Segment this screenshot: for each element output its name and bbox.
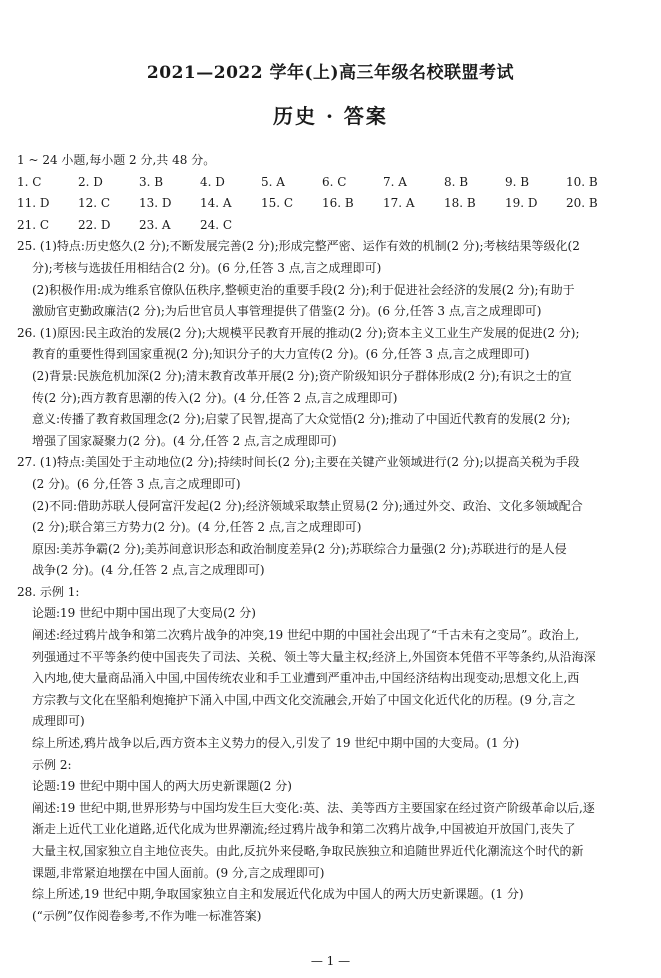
answer-item: 9. B xyxy=(505,174,530,189)
q28-ex2-line: 论题:19 世纪中期中国人的两大历史新课题(2 分) xyxy=(32,779,292,794)
q28-ex1-line: 综上所述,鸦片战争以后,西方资本主义势力的侵入,引发了 19 世纪中期中国的大变局。(1 分) xyxy=(32,736,520,751)
q28-ex2-line: 阐述:19 世纪中期,世界形势与中国均发生巨大变化:英、法、美等西方主要国家在经过资产阶级革命以后,逐 xyxy=(32,800,595,815)
q27-line: (2 分);联合第三方势力(2 分)。(4 分,任答 2 点,言之成理即可) xyxy=(32,520,362,535)
q28-ex1-line: 方宗教与文化在坚船利炮掩护下涌入中国,中西文化交流融会,开始了中国文化近代化的历程。(9 分,言之 xyxy=(32,692,576,707)
q26-line: (2)背景:民族危机加深(2 分);清末教育改革开展(2 分);资产阶级知识分子群体形成(2 分);有识之士的宣 xyxy=(32,368,572,383)
q27-line: 27. (1)特点:美国处于主动地位(2 分);持续时间长(2 分);主要在关键产业领域进行(2 分);以提高关税为手段 xyxy=(17,455,580,470)
q28-heading: 28. 示例 1: xyxy=(17,584,80,599)
q28-ex2-heading: 示例 2: xyxy=(32,757,72,772)
q26-line: 传(2 分);西方教育思潮的传入(2 分)。(4 分,任答 2 点,言之成理即可) xyxy=(32,390,398,405)
answer-item: 13. D xyxy=(139,196,172,211)
answer-item: 23. A xyxy=(139,217,171,232)
q28-ex1-line: 论题:19 世纪中期中国出现了大变局(2 分) xyxy=(32,606,256,621)
answer-item: 14. A xyxy=(200,196,232,211)
q28-ex1-line: 列强通过不平等条约使中国丧失了司法、关税、领土等大量主权;经济上,外国资本凭借不平等条约,从沿海深 xyxy=(32,649,596,664)
q28-ex1-line: 阐述:经过鸦片战争和第二次鸦片战争的冲突,19 世纪中期的中国社会出现了“千古未有之变局”。政治上, xyxy=(32,628,580,643)
answer-content xyxy=(17,150,649,927)
answer-item: 5. A xyxy=(261,174,285,189)
q26-line: 26. (1)原因:民主政治的发展(2 分);大规模平民教育开展的推动(2 分);资本主义工业生产发展的促进(2 分); xyxy=(17,325,580,340)
q26-line: 增强了国家凝聚力(2 分)。(4 分,任答 2 点,言之成理即可) xyxy=(32,433,337,448)
answer-item: 15. C xyxy=(261,196,294,211)
q28-ex2-line: 大量主权,国家独立自主地位丧失。由此,反抗外来侵略,争取民族独立和追随世界近代化潮流这个时代的新 xyxy=(32,844,584,858)
q25-line: 25. (1)特点:历史悠久(2 分);不断发展完善(2 分);形成完整严密、运作有效的机制(2 分);考核结果等级化(2 xyxy=(17,239,580,254)
q25-line: (2)积极作用:成为维系官僚队伍秩序,整顿吏治的重要手段(2 分);利于促进社会经济的发展(2 分);有助于 xyxy=(32,282,575,297)
q27-line: 原因:美苏争霸(2 分);美苏间意识形态和政治制度差异(2 分);苏联综合力量强(2 分);苏联进行的是人侵 xyxy=(32,541,567,556)
q28-ex1-line: 入内地,使大量商品涌入中国,中国传统农业和手工业遭到严重冲击,中国经济结构出现变动;思想文化上,西 xyxy=(32,671,580,686)
answer-item: 1. C xyxy=(17,174,42,189)
answer-item: 8. B xyxy=(444,174,469,189)
answer-item: 20. B xyxy=(566,196,598,211)
answer-item: 4. D xyxy=(200,174,225,189)
q26-line: 意义:传播了教育救国理念(2 分);启蒙了民智,提高了大众觉悟(2 分);推动了中国近代教育的发展(2 分); xyxy=(32,412,571,427)
answer-item: 7. A xyxy=(383,174,407,189)
answer-item: 3. B xyxy=(139,174,164,189)
page-number: — 1 — xyxy=(310,954,351,968)
answer-item: 19. D xyxy=(505,196,538,211)
answer-item: 24. C xyxy=(200,217,233,232)
q26-line: 教育的重要性得到国家重视(2 分);知识分子的大力宣传(2 分)。(6 分,任答 3 点,言之成理即可) xyxy=(32,347,530,362)
answer-item: 16. B xyxy=(322,196,354,211)
q27-line: (2 分)。(6 分,任答 3 点,言之成理即可) xyxy=(32,476,241,491)
answer-item: 10. B xyxy=(566,174,598,189)
answer-item: 18. B xyxy=(444,196,476,211)
answer-item: 17. A xyxy=(383,196,415,211)
answer-item: 21. C xyxy=(17,217,50,232)
choice-intro: 1 ~ 24 小题,每小题 2 分,共 48 分。 xyxy=(17,153,216,167)
page-subtitle: 历史 · 答案 xyxy=(273,104,388,128)
q25-line: 激励官吏勤政廉洁(2 分);为后世官员人事管理提供了借鉴(2 分)。(6 分,任答 3 点,言之成理即可) xyxy=(32,304,542,319)
q28-ex2-line: 渐走上近代工业化道路,近代化成为世界潮流;经过鸦片战争和第二次鸦片战争,中国被迫开放国门,丧失了 xyxy=(32,822,576,837)
page-title: 2021—2022 学年(上)高三年级名校联盟考试 xyxy=(146,63,515,83)
answer-item: 11. D xyxy=(17,196,50,211)
q25-line: 分);考核与选拔任用相结合(2 分)。(6 分,任答 3 点,言之成理即可) xyxy=(32,260,382,275)
choice-row-3 xyxy=(17,215,649,237)
answer-item: 2. D xyxy=(78,174,103,189)
q28-ex2-line: 综上所述,19 世纪中期,争取国家独立自主和发展近代化成为中国人的两大历史新课题。(1 分) xyxy=(32,887,524,902)
q27-line: 战争(2 分)。(4 分,任答 2 点,言之成理即可) xyxy=(32,563,265,578)
choice-row-1 xyxy=(17,172,649,194)
q28-ex2-line: 课题,非常紧迫地摆在中国人面前。(9 分,言之成理即可) xyxy=(32,865,325,880)
choice-row-2 xyxy=(17,193,649,215)
q28-note: (“示例”仅作阅卷参考,不作为唯一标准答案) xyxy=(32,908,262,923)
q27-line: (2)不同:借助苏联人侵阿富汗发起(2 分);经济领域采取禁止贸易(2 分);通过外交、政治、文化多领域配合 xyxy=(32,498,583,513)
answer-item: 6. C xyxy=(322,174,347,189)
answer-item: 12. C xyxy=(78,196,111,211)
answer-item: 22. D xyxy=(78,217,111,232)
q28-ex1-line: 成理即可) xyxy=(32,714,85,729)
